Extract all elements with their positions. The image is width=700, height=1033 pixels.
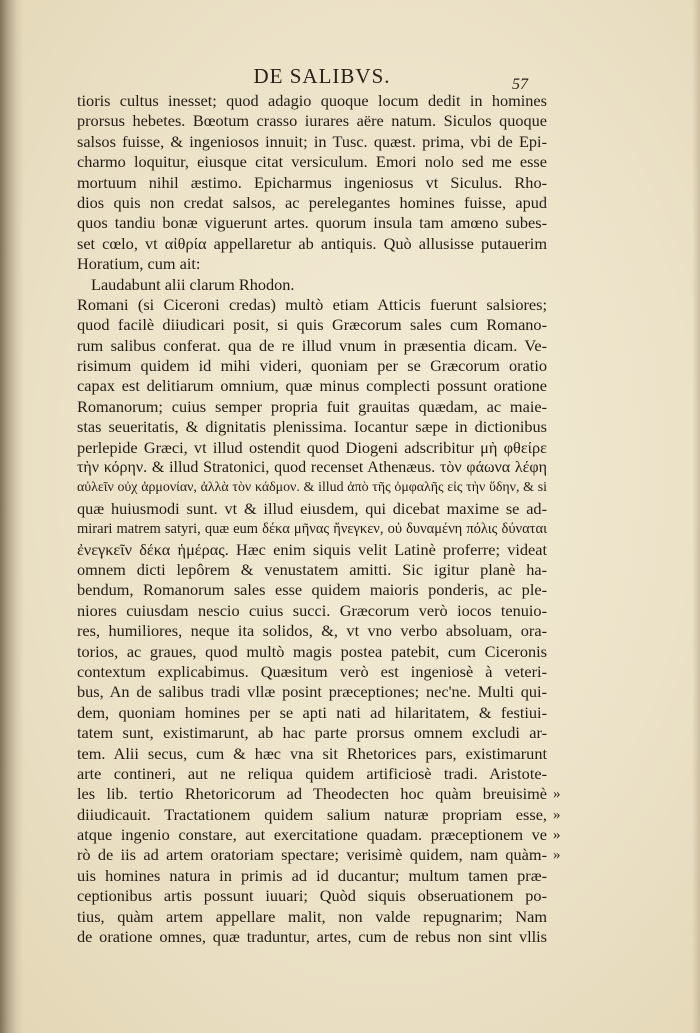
text-line-content: salsos fuisse, & ingeniosos innuit; in Tusc. quæst. prima, vbi de Epi- xyxy=(77,131,547,151)
text-line-content: tioris cultus inesset; quod adagio quoque locum dedit in homines xyxy=(77,91,547,110)
text-line-content: ἐνεγκεῖν δέκα ἡμέρας. Hæc enim siquis velit Latinè proferre; videat xyxy=(77,539,547,559)
text-line-content: tatem sunt, existimarunt, ab hac parte prorsus omnem excludi ar- xyxy=(77,723,547,743)
text-line xyxy=(77,417,547,437)
text-line xyxy=(77,438,547,458)
text-line xyxy=(77,621,547,641)
text-line-content: charmo loquitur, eiusque citat versiculum. Emori nolo sed me esse xyxy=(77,152,547,172)
text-line-content: uis homines natura in primis ad id ducantur; multum tamen præ- xyxy=(77,865,547,885)
text-line-content: capax est delitiarum omnium, quæ minus complecti possunt oratione xyxy=(77,376,547,396)
text-line-content: set cœlo, vt αἰθρία appellaretur ab antiquis. Quò allusisse putauerim xyxy=(77,233,547,253)
text-line xyxy=(77,764,547,784)
text-line xyxy=(77,315,547,335)
text-line-content: torios, ac graues, quod multò magis postea patebit, cum Ciceronis xyxy=(77,641,547,661)
text-line xyxy=(77,601,547,621)
quotation-margin-mark: » xyxy=(553,806,561,823)
text-line-content: dem, quoniam homines per se apti nati ad hilaritatem, & festiui- xyxy=(77,702,547,722)
text-line xyxy=(77,376,547,396)
text-line-content: perlepide Græci, vt illud ostendit quod Diogeni adscribitur μὴ φθείρε xyxy=(77,437,547,457)
text-line-content: niores cuiusdam nescio cuius succi. Græcorum verò iocos tenuio- xyxy=(77,600,547,620)
text-line-content: de oratione omnes, quæ traduntur, artes, cum de rebus non sint vllis xyxy=(77,927,547,947)
text-line xyxy=(77,173,547,193)
text-line xyxy=(77,254,547,274)
text-line xyxy=(77,744,547,764)
text-line xyxy=(77,845,561,865)
text-line-content: mortuum nihil æstimo. Epicharmus ingeniosus vt Siculus. Rho- xyxy=(77,172,547,192)
text-line xyxy=(77,397,547,417)
quotation-margin-mark: » xyxy=(553,786,561,803)
text-line xyxy=(77,723,547,743)
text-line xyxy=(77,825,561,845)
body-text xyxy=(77,91,561,947)
text-line-content: Horatium, cum ait: xyxy=(77,254,201,274)
text-line xyxy=(77,662,547,682)
text-line-content: contextum explicabimus. Quæsitum verò est ingeniosè à veteri- xyxy=(77,661,547,681)
page-binding-gutter xyxy=(0,0,24,1033)
text-line-content: Laudabunt alii clarum Rhodon. xyxy=(91,274,295,294)
text-line xyxy=(77,886,547,906)
text-line-content: diiudicauit. Tractationem quidem salium naturæ propriam esse, xyxy=(77,804,547,824)
text-line xyxy=(77,295,547,315)
text-line-content: arte contineri, aut ne reliqua quidem artificiosè tradi. Aristote- xyxy=(77,763,547,783)
text-line xyxy=(77,152,547,172)
text-line-content: mirari matrem satyri, quæ eum δέκα μῆνας ἤνεγκεν, οὐ δυναμένη πόλις δύναται xyxy=(77,521,547,538)
text-line-content: ceptionibus artis possunt iuuari; Quòd siquis obseruationem po- xyxy=(77,886,547,906)
quotation-margin-mark: » xyxy=(553,827,561,844)
text-line xyxy=(77,580,547,600)
text-line xyxy=(77,866,547,886)
page-number: 57 xyxy=(512,76,528,93)
text-line-content: rum salibus conferat. qua de re illud vnum in præsentia dicam. Ve- xyxy=(77,335,547,355)
text-line-content: quæ huiusmodi sunt. vt & illud eiusdem, qui dicebat maxime se ad- xyxy=(77,498,547,518)
text-line-content: omnem dicti lepôrem & venustatem amitti. Sic igitur planè ha- xyxy=(77,559,547,579)
text-line-content: les lib. tertio Rhetoricorum ad Theodecten hoc quàm breuisimè xyxy=(77,784,547,804)
text-line-content: Romani (si Ciceroni credas) multò etiam Atticis fuerunt salsiores; xyxy=(77,294,547,314)
text-line-content: dios quis non credat salsos, ac perelegantes homines fuisse, apud xyxy=(77,192,547,212)
text-line-content: quod facilè diiudicari posit, si quis Græcorum sales cum Romano- xyxy=(77,315,547,335)
text-line-content: stas seueritatis, & dignitatis plenissima. Iocantur sæpe in dictionibus xyxy=(77,417,547,437)
text-line-content: quos tandiu bonæ viguerunt artes. quorum insula tam amœno subes- xyxy=(77,213,547,233)
text-line xyxy=(77,540,547,560)
text-line xyxy=(77,682,547,702)
text-line xyxy=(77,336,547,356)
text-line-content: αὐλεῖν οὐχ ἁρμονίαν, ἀλλὰ τὸν κάδμον. & illud ἀπὸ τῆς ὀμφαλῆς εἰς τὴν ὕδην, & si xyxy=(77,480,547,496)
text-line xyxy=(77,356,547,376)
text-line xyxy=(77,499,547,519)
text-line-content: Romanorum; cuius semper propria fuit grauitas quædam, ac maie- xyxy=(77,396,547,416)
text-line xyxy=(77,642,547,662)
text-line xyxy=(77,703,547,723)
text-line xyxy=(77,213,547,233)
text-line xyxy=(77,519,547,539)
text-line xyxy=(77,458,547,478)
text-line xyxy=(77,111,547,131)
text-line xyxy=(77,784,561,804)
text-line-content: τὴν κόρην. & illud Stratonici, quod recenset Athenæus. τὸν φάωνα λέφη xyxy=(77,459,547,477)
text-line xyxy=(77,478,547,498)
running-head: DE SALIBVS. xyxy=(253,64,391,88)
text-line-content: risimum quidem id mihi videri, quoniam per se Græcorum oratio xyxy=(77,356,547,376)
text-line xyxy=(77,275,547,295)
text-line-content: res, humiliores, neque ita solidos, &, vt vno verbo absoluam, ora- xyxy=(77,621,547,641)
text-line xyxy=(77,907,547,927)
text-line xyxy=(77,804,561,825)
text-line-content: bus, An de salibus tradi vllæ posint præceptiones; nec'ne. Multi qui- xyxy=(77,682,547,702)
text-line-content: atque ingenio constare, aut exercitatione quadam. præceptionem ve xyxy=(77,825,547,845)
text-line xyxy=(77,927,547,947)
quotation-margin-mark: » xyxy=(553,847,561,864)
page-edge-shadow xyxy=(692,0,700,1033)
text-line xyxy=(77,234,547,254)
text-line-content: tius, quàm artem appellare malit, non valde repugnarim; Nam xyxy=(77,906,547,926)
text-line-content: prorsus hebetes. Bœotum crasso iurares aëre natum. Siculos quoque xyxy=(77,111,547,131)
text-line-content: rò de iis ad artem oratoriam spectare; verisimè quidem, nam quàm- xyxy=(77,845,547,865)
text-line-content: tem. Alii secus, cum & hæc vna sit Rhetorices pars, existimarunt xyxy=(77,743,547,763)
text-line xyxy=(77,560,547,580)
text-line xyxy=(77,91,547,111)
text-line-content: bendum, Romanorum sales esse quidem maioris ponderis, ac ple- xyxy=(77,580,547,600)
text-line xyxy=(77,193,547,213)
text-line xyxy=(77,132,547,152)
